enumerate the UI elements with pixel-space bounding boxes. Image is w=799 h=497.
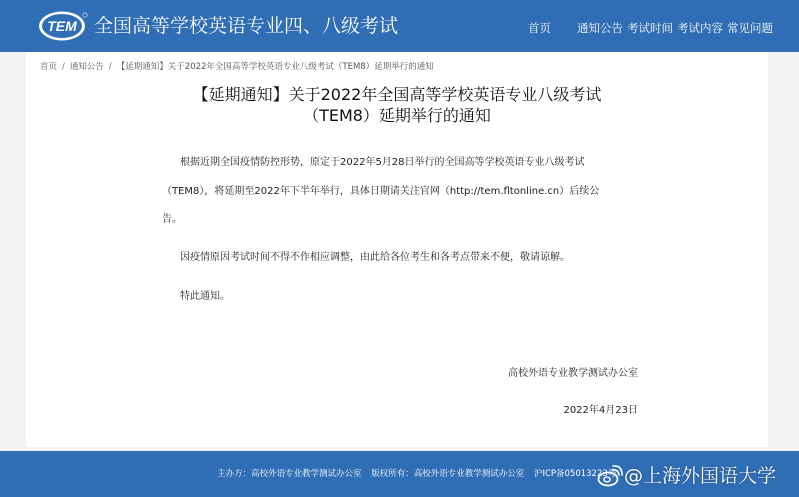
watermark-text: @上海外国语大学 (624, 465, 777, 487)
paragraph-1-line-1: 根据近期全国疫情防控形势，原定于2022年5月28日举行的全国高等学校英语专业八级考试 (180, 157, 585, 168)
footer-sponsor: 主办方：高校外语专业教学测试办公室 (217, 469, 362, 479)
footer-info (217, 468, 623, 480)
breadcrumb-separator: / (62, 62, 65, 72)
logo-text: TEM (47, 18, 77, 34)
footer-copyright: 版权所有：高校外语专业教学测试办公室 (371, 469, 525, 479)
footer-icp[interactable]: 沪ICP备05013223号 (533, 469, 617, 479)
nav-home[interactable]: 首页 (528, 21, 551, 35)
site-title: 全国高等学校英语专业四、八级考试 (94, 15, 399, 37)
paragraph-2: 因疫情原因考试时间不得不作相应调整，由此给各位考生和各考点带来不便，敬请谅解。 (180, 252, 570, 263)
nav-faq[interactable]: 常见问题 (727, 21, 773, 35)
signature: 高校外语专业教学测试办公室 (508, 368, 638, 379)
breadcrumb-separator: / (108, 62, 112, 72)
paragraph-1-line-2: （TEM8），将延期至2022年下半年举行，具体日期请关注官网（http://tem.fltonline.cn）后续公 (162, 186, 600, 197)
main-nav (0, 20, 799, 36)
paragraph-1-line-3: 告。 (162, 214, 182, 225)
nav-notices[interactable]: 通知公告 (577, 21, 623, 35)
breadcrumb (40, 60, 434, 74)
nav-exam-time[interactable]: 考试时间 (627, 21, 673, 35)
article-card (26, 52, 768, 447)
breadcrumb-home[interactable]: 首页 (40, 62, 58, 72)
site-header (0, 0, 799, 52)
nav-exam-content[interactable]: 考试内容 (677, 21, 723, 35)
breadcrumb-current: 【延期通知】关于2022年全国高等学校英语专业八级考试（TEM8）延期举行的通知 (116, 62, 434, 72)
article-title-line2: （TEM8）延期举行的通知 (303, 106, 491, 125)
publish-date: 2022年4月23日 (563, 405, 638, 416)
breadcrumb-notices[interactable]: 通知公告 (69, 62, 104, 72)
article-title-line1: 【延期通知】关于2022年全国高等学校英语专业八级考试 (192, 85, 602, 104)
weibo-icon (597, 464, 623, 488)
paragraph-3: 特此通知。 (180, 291, 230, 302)
